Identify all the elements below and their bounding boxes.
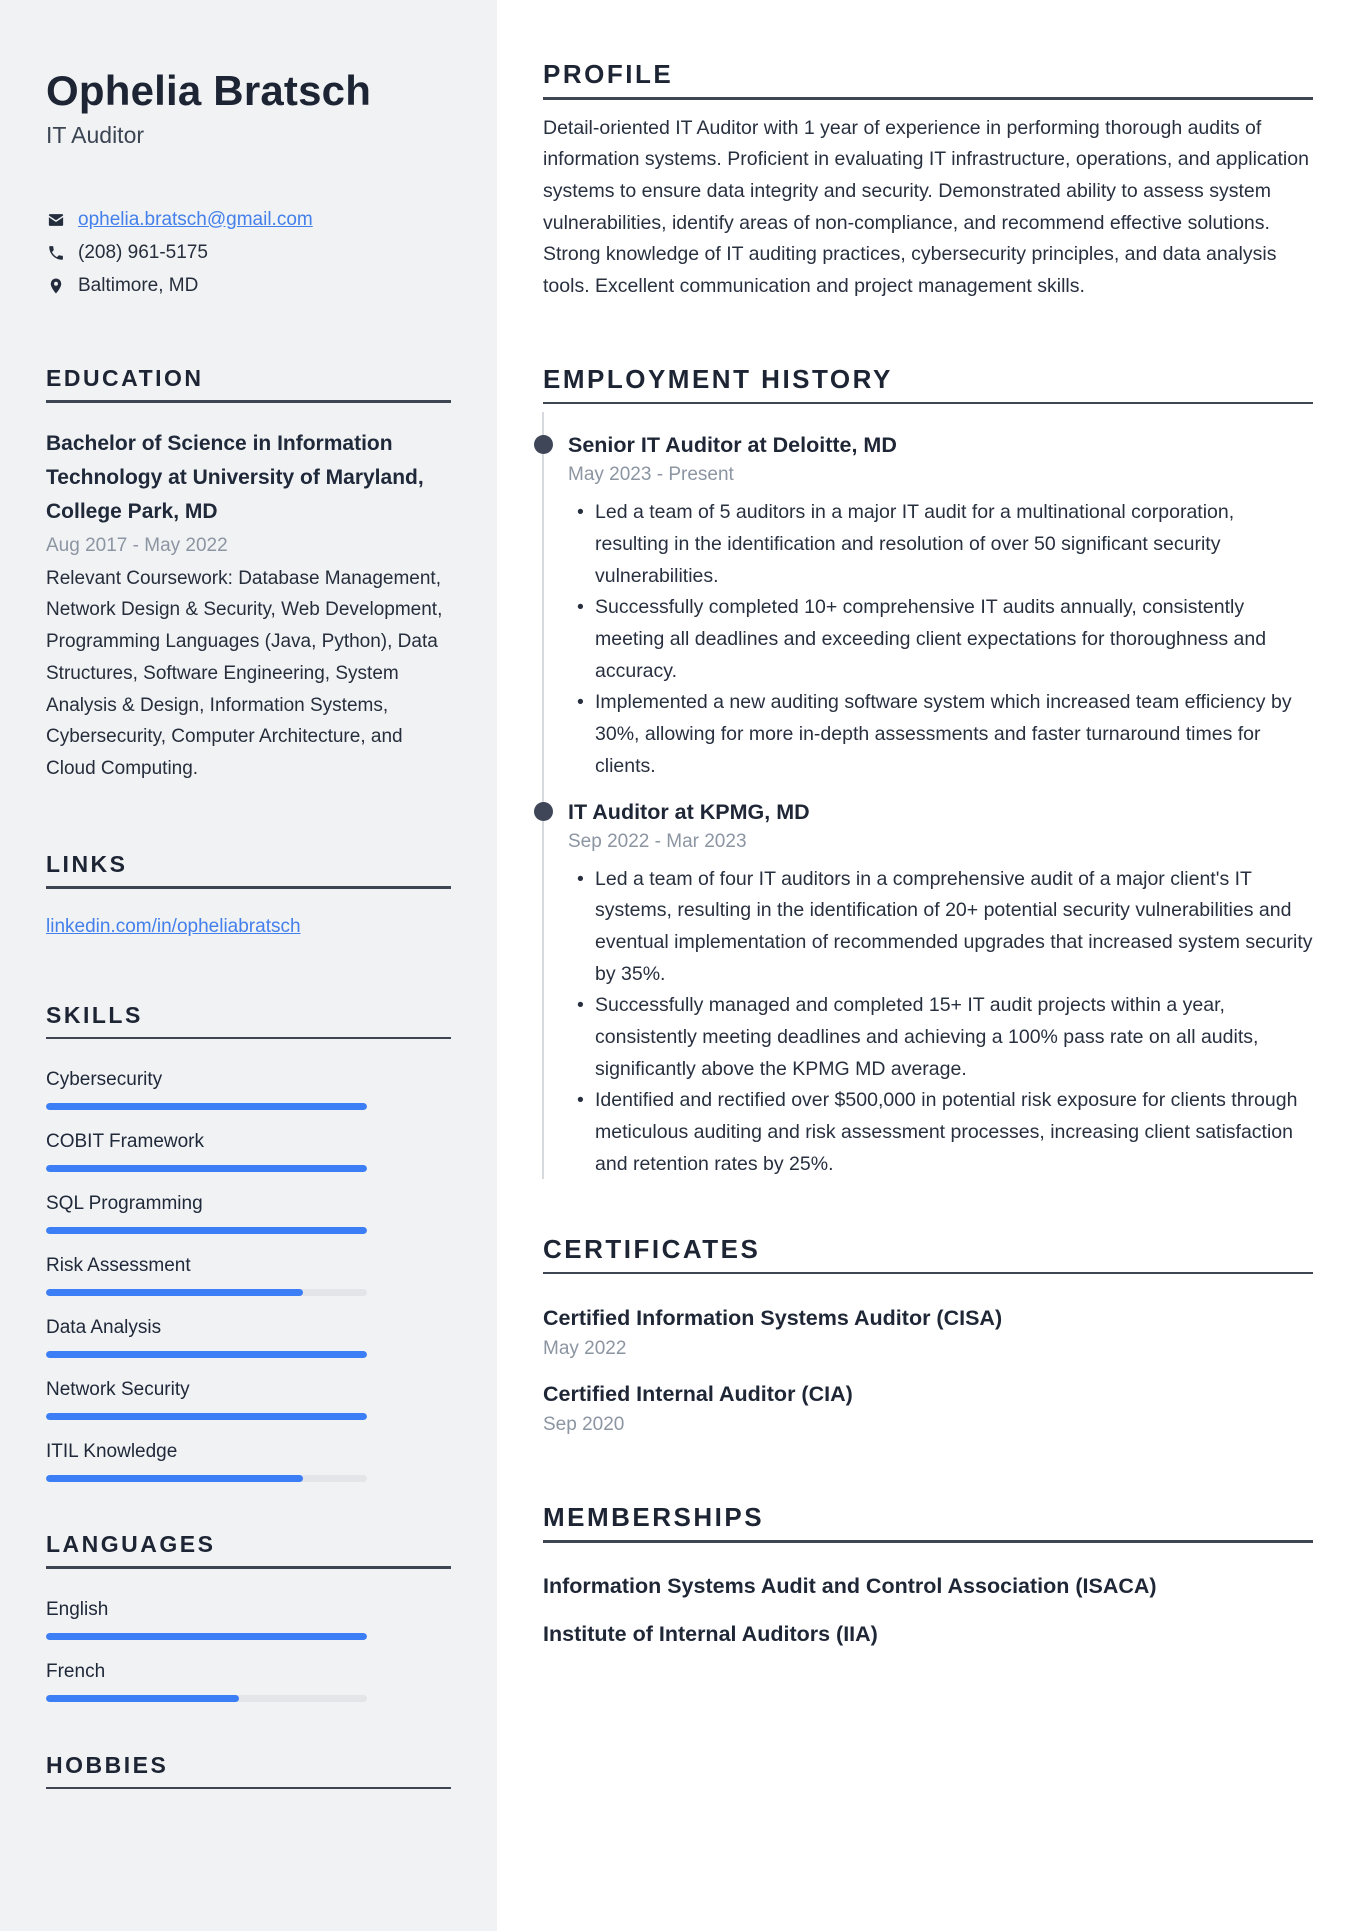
skill-label: Risk Assessment bbox=[46, 1255, 191, 1277]
skill-item bbox=[46, 1377, 451, 1420]
skill-bar bbox=[46, 1227, 367, 1234]
skill-bar bbox=[46, 1103, 367, 1110]
job-bullet: • Successfully completed 10+ comprehensive IT audits annually, consistently meeting all deadlines and exceeding client expectations for thoroughness and accuracy. bbox=[568, 592, 1313, 687]
skill-bar-fill bbox=[46, 1289, 303, 1296]
skill-label: Network Security bbox=[46, 1379, 190, 1401]
language-item bbox=[46, 1597, 451, 1640]
language-bar bbox=[46, 1695, 367, 1702]
skill-bar-fill bbox=[46, 1227, 367, 1234]
links-heading: LINKS bbox=[46, 851, 128, 878]
timeline-dot-icon bbox=[534, 802, 553, 821]
membership-item: Information Systems Audit and Control Association (ISACA) bbox=[543, 1573, 1157, 1598]
job-bullet: • Implemented a new auditing software system which increased team efficiency by 30%, allowing for more in-depth assessments and faster turnaround times for clients. bbox=[568, 687, 1313, 782]
job-bullet: • Successfully managed and completed 15+ IT audit projects within a year, consistently meeting deadlines and achieving a 100% pass rate on all audits, significantly above the KPMG MD average. bbox=[568, 990, 1313, 1085]
skill-label: SQL Programming bbox=[46, 1193, 203, 1215]
skills-list bbox=[46, 1067, 451, 1482]
certificates-rule bbox=[543, 1272, 1313, 1275]
envelope-icon bbox=[46, 210, 66, 230]
contact-location-row bbox=[46, 269, 451, 302]
memberships-rule bbox=[543, 1540, 1313, 1543]
education-rule bbox=[46, 400, 451, 403]
certificate-item bbox=[543, 1379, 1313, 1438]
phone-number: (208) 961-5175 bbox=[78, 241, 208, 263]
job-title: Senior IT Auditor at Deloitte, MD bbox=[568, 433, 897, 458]
sidebar bbox=[0, 0, 497, 1931]
links-rule bbox=[46, 886, 451, 889]
language-bar-fill bbox=[46, 1633, 367, 1640]
employment-heading: EMPLOYMENT HISTORY bbox=[543, 363, 893, 394]
skill-item bbox=[46, 1439, 451, 1482]
skill-bar-fill bbox=[46, 1413, 367, 1420]
certificate-item bbox=[543, 1303, 1313, 1362]
skill-bar-fill bbox=[46, 1351, 367, 1358]
skill-label: ITIL Knowledge bbox=[46, 1441, 178, 1463]
linkedin-link[interactable]: linkedin.com/in/opheliabratsch bbox=[46, 915, 301, 937]
language-label: English bbox=[46, 1598, 109, 1620]
skill-item bbox=[46, 1315, 451, 1358]
skill-bar-fill bbox=[46, 1103, 367, 1110]
profile-rule bbox=[543, 97, 1313, 100]
education-heading: EDUCATION bbox=[46, 365, 204, 391]
memberships-heading: MEMBERSHIPS bbox=[543, 1502, 765, 1533]
languages-heading: LANGUAGES bbox=[46, 1531, 216, 1558]
job-bullet: • Led a team of 5 auditors in a major IT audit for a multinational corporation, resulting in the identification and resolution of over 50 significant security vulnerabilities. bbox=[568, 497, 1313, 592]
contact-block bbox=[46, 203, 451, 302]
skills-rule bbox=[46, 1037, 451, 1040]
languages-rule bbox=[46, 1566, 451, 1569]
skill-bar bbox=[46, 1475, 367, 1482]
job-dates: Sep 2022 - Mar 2023 bbox=[568, 830, 747, 852]
contact-email-row bbox=[46, 203, 451, 236]
skill-bar-fill bbox=[46, 1475, 303, 1482]
skill-bar bbox=[46, 1289, 367, 1296]
job-entry bbox=[543, 430, 1313, 782]
job-role-subtitle: IT Auditor bbox=[46, 122, 145, 148]
language-item bbox=[46, 1659, 451, 1702]
education-description: Relevant Coursework: Database Management, Network Design & Security, Web Development, Programming Languages (Java, Python), Data Structures, Software Engineering, System Analysis & Design, Information Systems, Cybersecurity, Computer Architecture, and Cloud Computing. bbox=[46, 567, 443, 780]
hobbies-heading: HOBBIES bbox=[46, 1751, 169, 1778]
hobbies-rule bbox=[46, 1787, 451, 1790]
skill-bar bbox=[46, 1351, 367, 1358]
job-entry bbox=[543, 797, 1313, 1181]
skill-item bbox=[46, 1253, 451, 1296]
main-column bbox=[543, 0, 1313, 1649]
language-label: French bbox=[46, 1660, 106, 1682]
skill-bar bbox=[46, 1165, 367, 1172]
skill-item bbox=[46, 1191, 451, 1234]
membership-item: Institute of Internal Auditors (IIA) bbox=[543, 1621, 878, 1646]
certificate-title: Certified Internal Auditor (CIA) bbox=[543, 1382, 853, 1407]
job-title: IT Auditor at KPMG, MD bbox=[568, 799, 810, 824]
map-pin-icon bbox=[46, 276, 66, 296]
person-name: Ophelia Bratsch bbox=[46, 67, 372, 114]
email-link[interactable]: ophelia.bratsch@gmail.com bbox=[78, 208, 313, 230]
skills-heading: SKILLS bbox=[46, 1001, 143, 1028]
employment-timeline bbox=[543, 404, 1313, 1186]
profile-text: Detail-oriented IT Auditor with 1 year of experience in performing thorough audits of information systems. Proficient in evaluating IT infrastructure, operations, and application systems to ensure data integrity and security. Demonstrated ability to assess system vulnerabilities, identify areas of non-compliance, and recommend effective solutions. Strong knowledge of IT auditing practices, cybersecurity principles, and data analysis tools. Excellent communication and project management skills. bbox=[543, 116, 1309, 298]
skill-bar bbox=[46, 1413, 367, 1420]
job-bullet-list bbox=[568, 497, 1313, 782]
job-dates: May 2023 - Present bbox=[568, 464, 734, 486]
timeline-dot-icon bbox=[534, 435, 553, 454]
phone-icon bbox=[46, 243, 66, 263]
languages-list bbox=[46, 1597, 451, 1702]
contact-phone-row bbox=[46, 236, 451, 269]
skill-label: COBIT Framework bbox=[46, 1131, 205, 1153]
certificates-heading: CERTIFICATES bbox=[543, 1233, 761, 1264]
certificate-date: Sep 2020 bbox=[543, 1414, 625, 1436]
skill-item bbox=[46, 1067, 451, 1110]
profile-heading: PROFILE bbox=[543, 59, 674, 89]
job-bullet: • Led a team of four IT auditors in a comprehensive audit of a major client's IT systems, resulting in the identification of 20+ potential security vulnerabilities and eventual implementation of recommended upgrades that increased system security by 35%. bbox=[568, 864, 1313, 991]
certificate-title: Certified Information Systems Auditor (CISA) bbox=[543, 1306, 1003, 1331]
skill-bar-fill bbox=[46, 1165, 367, 1172]
skill-item bbox=[46, 1129, 451, 1172]
language-bar-fill bbox=[46, 1695, 239, 1702]
skill-label: Data Analysis bbox=[46, 1317, 162, 1339]
education-dates: Aug 2017 - May 2022 bbox=[46, 534, 228, 556]
certificate-date: May 2022 bbox=[543, 1338, 627, 1360]
education-degree: Bachelor of Science in Information Technology at University of Maryland, College Park, MD bbox=[46, 431, 424, 523]
skill-label: Cybersecurity bbox=[46, 1069, 163, 1091]
language-bar bbox=[46, 1633, 367, 1640]
location-text: Baltimore, MD bbox=[78, 274, 199, 296]
job-bullet-list bbox=[568, 864, 1313, 1181]
job-bullet: • Identified and rectified over $500,000 in potential risk exposure for clients through meticulous auditing and risk assessment processes, increasing client satisfaction and retention rates by 25%. bbox=[568, 1085, 1313, 1180]
